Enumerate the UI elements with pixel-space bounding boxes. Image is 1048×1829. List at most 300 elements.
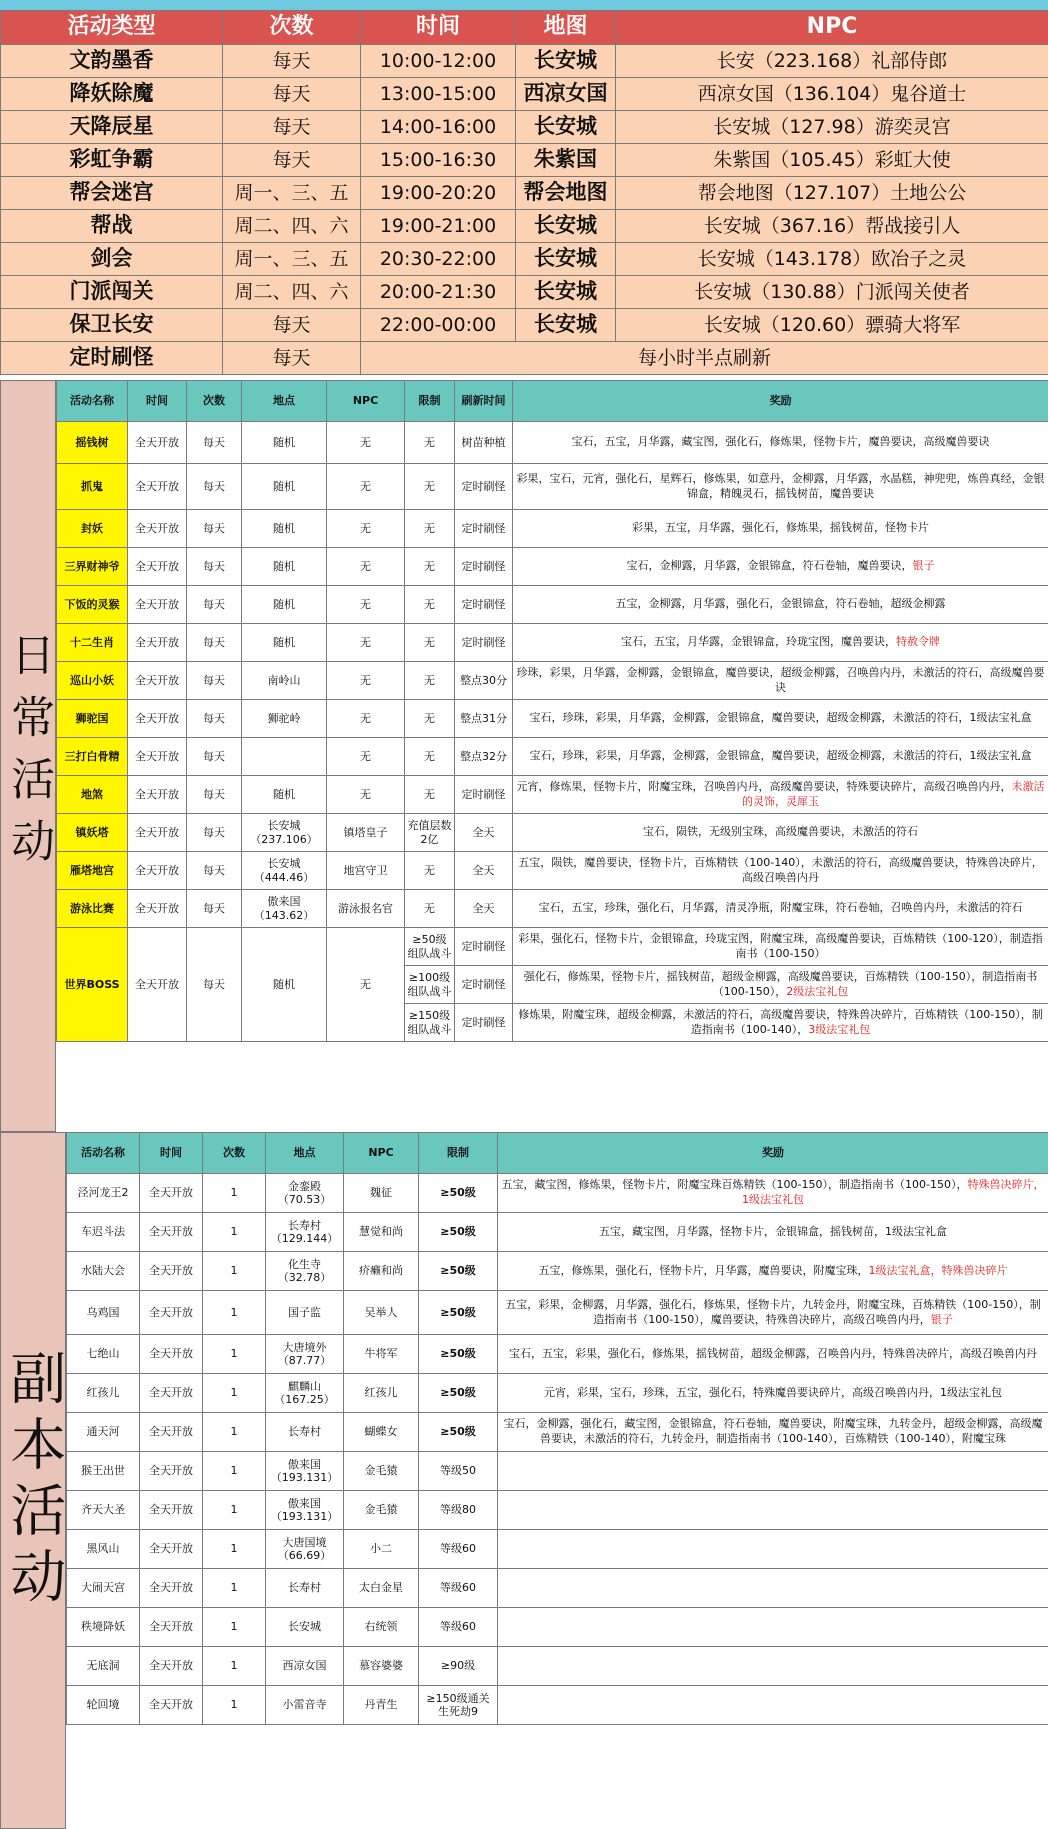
npc-cell: 慧觉和尚 bbox=[344, 1213, 419, 1252]
activity-name-cell: 抓鬼 bbox=[57, 464, 128, 510]
place-cell: 化生寺（32.78） bbox=[266, 1252, 344, 1291]
count-cell: 每天 bbox=[187, 548, 242, 586]
reward-text: 五宝，修炼果，强化石，怪物卡片，月华露，魔兽要诀，附魔宝珠， bbox=[538, 1263, 869, 1277]
count-cell: 1 bbox=[203, 1686, 266, 1725]
activity-name-cell: 无底洞 bbox=[67, 1647, 140, 1686]
limit-cell: 等级60 bbox=[419, 1530, 498, 1569]
time-cell: 全天开放 bbox=[128, 928, 187, 1042]
refresh-cell: 定时刷怪 bbox=[455, 464, 513, 510]
place-cell: 麒麟山（167.25） bbox=[266, 1374, 344, 1413]
place-cell: 随机 bbox=[242, 928, 327, 1042]
npc-cell: 魏征 bbox=[344, 1174, 419, 1213]
limit-cell: ≥50级 bbox=[419, 1252, 498, 1291]
activity-name-cell: 三界财神爷 bbox=[57, 548, 128, 586]
reward-highlight-text: 特殊兽决碎片，1级法宝礼包 bbox=[742, 1178, 1045, 1206]
header-cell: 时间 bbox=[361, 11, 516, 45]
reward-text: 修炼果，附魔宝珠，超级金柳露，未激活的符石，高级魔兽要诀，特殊兽决碎片，百炼精铁（100-150），制造指南书（100-140）， bbox=[518, 1007, 1043, 1036]
daily-row bbox=[57, 700, 1048, 738]
npc-cell: 朱紫国（105.45）彩虹大使 bbox=[616, 144, 1048, 177]
map-cell: 长安城 bbox=[516, 309, 616, 342]
npc-cell: 疥癞和尚 bbox=[344, 1252, 419, 1291]
refresh-cell: 定时刷怪 bbox=[455, 548, 513, 586]
header-cell: 次数 bbox=[203, 1133, 266, 1174]
reward-cell bbox=[498, 1374, 1048, 1413]
activity-name-cell: 红孩儿 bbox=[67, 1374, 140, 1413]
refresh-cell: 定时刷怪 bbox=[455, 624, 513, 662]
header-cell: NPC bbox=[327, 381, 405, 422]
dungeon-row bbox=[67, 1686, 1048, 1725]
limit-cell: 无 bbox=[405, 852, 455, 890]
activity-name-cell: 齐天大圣 bbox=[67, 1491, 140, 1530]
map-cell: 长安城 bbox=[516, 45, 616, 78]
reward-cell bbox=[513, 1004, 1048, 1042]
daily-row bbox=[57, 464, 1048, 510]
count-cell: 每天 bbox=[187, 852, 242, 890]
header-cell: 奖励 bbox=[513, 381, 1048, 422]
daily-row bbox=[57, 814, 1048, 852]
dungeon-row bbox=[67, 1413, 1048, 1452]
dungeon-row bbox=[67, 1530, 1048, 1569]
time-cell: 全天开放 bbox=[140, 1374, 203, 1413]
limit-cell: 等级60 bbox=[419, 1569, 498, 1608]
reward-highlight-text: 银子 bbox=[930, 1312, 953, 1326]
time-cell: 全天开放 bbox=[140, 1413, 203, 1452]
header-cell: 次数 bbox=[187, 381, 242, 422]
reward-text: 宝石，五宝，月华露，藏宝图，强化石，修炼果，怪物卡片，魔兽要诀，高级魔兽要诀 bbox=[571, 435, 990, 449]
reward-cell bbox=[498, 1647, 1048, 1686]
activity-type-cell: 天降辰星 bbox=[1, 111, 223, 144]
npc-cell: 无 bbox=[327, 586, 405, 624]
place-cell: 长寿村（129.144） bbox=[266, 1213, 344, 1252]
npc-cell: 帮会地图（127.107）土地公公 bbox=[616, 177, 1048, 210]
activity-name-cell: 七绝山 bbox=[67, 1335, 140, 1374]
daily-row bbox=[57, 928, 1048, 966]
map-cell: 帮会地图 bbox=[516, 177, 616, 210]
limit-cell: ≥90级 bbox=[419, 1647, 498, 1686]
reward-cell bbox=[513, 464, 1048, 510]
activity-name-cell: 乌鸡国 bbox=[67, 1291, 140, 1335]
activity-type-cell: 降妖除魔 bbox=[1, 78, 223, 111]
time-cell: 全天开放 bbox=[128, 776, 187, 814]
activity-name-cell: 猴王出世 bbox=[67, 1452, 140, 1491]
place-cell: 随机 bbox=[242, 422, 327, 464]
place-cell: 大唐境外（87.77） bbox=[266, 1335, 344, 1374]
limit-cell: ≥50级组队战斗 bbox=[405, 928, 455, 966]
time-cell: 全天开放 bbox=[128, 890, 187, 928]
header-cell: 地点 bbox=[242, 381, 327, 422]
time-cell: 全天开放 bbox=[140, 1569, 203, 1608]
npc-cell: 吴举人 bbox=[344, 1291, 419, 1335]
place-cell: 国子监 bbox=[266, 1291, 344, 1335]
count-cell: 1 bbox=[203, 1569, 266, 1608]
dungeon-row bbox=[67, 1252, 1048, 1291]
reward-cell bbox=[513, 776, 1048, 814]
limit-cell: ≥150级组队战斗 bbox=[405, 1004, 455, 1042]
reward-cell bbox=[498, 1413, 1048, 1452]
reward-highlight-text: 银子 bbox=[912, 559, 935, 573]
refresh-cell: 整点30分 bbox=[455, 662, 513, 700]
header-cell: NPC bbox=[344, 1133, 419, 1174]
reward-text: 五宝，藏宝图，月华露，怪物卡片，金银锦盒，摇钱树苗，1级法宝礼盒 bbox=[599, 1224, 947, 1238]
reward-highlight-text: 1级法宝礼盒，特殊兽决碎片 bbox=[868, 1263, 1008, 1277]
reward-text: 元宵，修炼果，怪物卡片，附魔宝珠，召唤兽内丹，高级魔兽要诀，特殊要诀碎片，高级召唤兽内丹， bbox=[516, 779, 1012, 793]
reward-text: 宝石，五宝，彩果，强化石，修炼果，摇钱树苗，超级金柳露，召唤兽内丹，特殊兽决碎片，高级召唤兽内丹 bbox=[509, 1346, 1037, 1360]
count-cell: 每天 bbox=[187, 586, 242, 624]
activity-name-cell: 黑风山 bbox=[67, 1530, 140, 1569]
limit-cell: 无 bbox=[405, 464, 455, 510]
reward-highlight-text: 2级法宝礼包 bbox=[786, 984, 849, 998]
refresh-cell: 全天 bbox=[455, 814, 513, 852]
reward-text: 五宝，彩果，金柳露，月华露，强化石，修炼果，怪物卡片，九转金丹，附魔宝珠，百炼精铁（100-150），制造指南书（100-150），魔兽要诀，特殊兽决碎片，高级召唤兽内丹， bbox=[505, 1297, 1041, 1326]
daily-side-label bbox=[0, 380, 56, 1132]
limit-cell: 无 bbox=[405, 624, 455, 662]
reward-text: 宝石，陨铁，无级别宝珠，高级魔兽要诀，未激活的符石 bbox=[643, 825, 918, 839]
reward-cell bbox=[513, 624, 1048, 662]
place-cell: 长安城（444.46） bbox=[242, 852, 327, 890]
place-cell: 长安城 bbox=[266, 1608, 344, 1647]
time-cell: 15:00-16:30 bbox=[361, 144, 516, 177]
activity-name-cell: 雁塔地宫 bbox=[57, 852, 128, 890]
count-cell: 每天 bbox=[187, 814, 242, 852]
refresh-cell: 定时刷怪 bbox=[455, 928, 513, 966]
place-cell: 随机 bbox=[242, 510, 327, 548]
reward-cell bbox=[513, 738, 1048, 776]
place-cell: 南岭山 bbox=[242, 662, 327, 700]
time-cell: 全天开放 bbox=[140, 1647, 203, 1686]
schedule-row bbox=[1, 276, 1048, 309]
daily-header-row bbox=[57, 381, 1048, 422]
refresh-cell: 定时刷怪 bbox=[455, 966, 513, 1004]
time-cell: 全天开放 bbox=[140, 1213, 203, 1252]
npc-cell: 地宫守卫 bbox=[327, 852, 405, 890]
activity-type-cell: 保卫长安 bbox=[1, 309, 223, 342]
time-cell: 20:00-21:30 bbox=[361, 276, 516, 309]
place-cell: 傲来国（193.131） bbox=[266, 1491, 344, 1530]
count-cell: 周二、四、六 bbox=[223, 210, 361, 243]
count-cell: 每天 bbox=[187, 738, 242, 776]
limit-cell: ≥100级组队战斗 bbox=[405, 966, 455, 1004]
npc-cell: 太白金星 bbox=[344, 1569, 419, 1608]
map-cell: 长安城 bbox=[516, 276, 616, 309]
place-cell: 随机 bbox=[242, 548, 327, 586]
place-cell bbox=[242, 738, 327, 776]
count-cell: 1 bbox=[203, 1530, 266, 1569]
place-cell: 随机 bbox=[242, 624, 327, 662]
limit-cell: 等级50 bbox=[419, 1452, 498, 1491]
dungeon-row bbox=[67, 1213, 1048, 1252]
schedule-header-row bbox=[1, 11, 1048, 45]
npc-cell: 长安城（120.60）骠骑大将军 bbox=[616, 309, 1048, 342]
time-cell: 全天开放 bbox=[128, 464, 187, 510]
count-cell: 1 bbox=[203, 1291, 266, 1335]
activity-name-cell: 车迟斗法 bbox=[67, 1213, 140, 1252]
place-cell: 随机 bbox=[242, 586, 327, 624]
time-cell: 全天开放 bbox=[128, 422, 187, 464]
npc-cell: 无 bbox=[327, 624, 405, 662]
reward-highlight-text: 3级法宝礼包 bbox=[808, 1022, 871, 1036]
npc-cell: 无 bbox=[327, 548, 405, 586]
count-cell: 1 bbox=[203, 1491, 266, 1530]
daily-activity-table bbox=[56, 380, 1048, 1042]
reward-cell bbox=[498, 1291, 1048, 1335]
time-cell: 全天开放 bbox=[128, 662, 187, 700]
limit-cell: ≥150级通关生死劫9 bbox=[419, 1686, 498, 1725]
place-cell: 西凉女国 bbox=[266, 1647, 344, 1686]
activity-name-cell: 泾河龙王2 bbox=[67, 1174, 140, 1213]
limit-cell: 无 bbox=[405, 510, 455, 548]
limit-cell: 无 bbox=[405, 548, 455, 586]
count-cell: 每天 bbox=[223, 45, 361, 78]
reward-text: 宝石，金柳露，月华露，金银锦盒，符石卷轴，魔兽要诀， bbox=[626, 559, 913, 573]
header-cell: 限制 bbox=[419, 1133, 498, 1174]
dungeon-side-label bbox=[0, 1132, 66, 1829]
activity-type-cell: 彩虹争霸 bbox=[1, 144, 223, 177]
limit-cell: 无 bbox=[405, 422, 455, 464]
count-cell: 每天 bbox=[223, 111, 361, 144]
npc-cell: 无 bbox=[327, 422, 405, 464]
count-cell: 1 bbox=[203, 1647, 266, 1686]
place-cell: 金銮殿（70.53） bbox=[266, 1174, 344, 1213]
count-cell: 1 bbox=[203, 1174, 266, 1213]
reward-highlight-text: 未激活的灵饰，灵犀玉 bbox=[742, 779, 1045, 808]
activity-type-cell: 帮会迷宫 bbox=[1, 177, 223, 210]
activity-type-cell: 帮战 bbox=[1, 210, 223, 243]
npc-cell: 无 bbox=[327, 662, 405, 700]
npc-cell: 金毛猿 bbox=[344, 1491, 419, 1530]
npc-cell: 红孩儿 bbox=[344, 1374, 419, 1413]
time-cell: 全天开放 bbox=[128, 510, 187, 548]
schedule-row bbox=[1, 210, 1048, 243]
header-cell: 时间 bbox=[140, 1133, 203, 1174]
activity-name-cell: 封妖 bbox=[57, 510, 128, 548]
reward-cell bbox=[498, 1530, 1048, 1569]
dungeon-row bbox=[67, 1335, 1048, 1374]
time-cell: 14:00-16:00 bbox=[361, 111, 516, 144]
note-cell: 每小时半点刷新 bbox=[361, 342, 1048, 375]
header-cell: 活动类型 bbox=[1, 11, 223, 45]
activity-name-cell: 大闹天宫 bbox=[67, 1569, 140, 1608]
reward-cell bbox=[513, 422, 1048, 464]
activity-type-cell: 剑会 bbox=[1, 243, 223, 276]
npc-cell: 长安城（130.88）门派闯关使者 bbox=[616, 276, 1048, 309]
reward-text: 五宝，金柳露，月华露，强化石，金银锦盒，符石卷轴，超级金柳露 bbox=[615, 597, 946, 611]
time-cell: 20:30-22:00 bbox=[361, 243, 516, 276]
reward-text: 五宝，藏宝图，修炼果，怪物卡片，附魔宝珠百炼精铁（100-150），制造指南书（100-150）， bbox=[501, 1178, 968, 1192]
npc-cell: 牛将军 bbox=[344, 1335, 419, 1374]
npc-cell: 丹青生 bbox=[344, 1686, 419, 1725]
npc-cell: 无 bbox=[327, 510, 405, 548]
activity-type-cell: 门派闯关 bbox=[1, 276, 223, 309]
reward-highlight-text: 特赦令牌 bbox=[896, 635, 940, 649]
schedule-row bbox=[1, 111, 1048, 144]
schedule-row bbox=[1, 309, 1048, 342]
dungeon-row bbox=[67, 1491, 1048, 1530]
time-cell: 全天开放 bbox=[128, 738, 187, 776]
activity-name-cell: 通天河 bbox=[67, 1413, 140, 1452]
time-cell: 全天开放 bbox=[128, 586, 187, 624]
count-cell: 1 bbox=[203, 1335, 266, 1374]
schedule-table bbox=[0, 10, 1048, 375]
dungeon-side-text: 副本活动 bbox=[1, 1348, 67, 1613]
npc-cell: 长安城（127.98）游奕灵宫 bbox=[616, 111, 1048, 144]
time-cell: 13:00-15:00 bbox=[361, 78, 516, 111]
refresh-cell: 全天 bbox=[455, 852, 513, 890]
count-cell: 每天 bbox=[187, 890, 242, 928]
reward-text: 强化石，修炼果，怪物卡片，摇钱树苗，超级金柳露，高级魔兽要诀，百炼精铁（100-150），制造指南书（100-150）， bbox=[523, 969, 1038, 998]
reward-text: 彩果，强化石，怪物卡片，金银锦盒，玲珑宝图，附魔宝珠，高级魔兽要诀，百炼精铁（100-120），制造指南书（100-150） bbox=[518, 931, 1043, 960]
count-cell: 每天 bbox=[223, 144, 361, 177]
time-cell: 全天开放 bbox=[128, 700, 187, 738]
count-cell: 1 bbox=[203, 1413, 266, 1452]
place-cell: 长寿村 bbox=[266, 1413, 344, 1452]
schedule-row bbox=[1, 342, 1048, 375]
refresh-cell: 定时刷怪 bbox=[455, 776, 513, 814]
header-cell: 奖励 bbox=[498, 1133, 1048, 1174]
count-cell: 周一、三、五 bbox=[223, 177, 361, 210]
place-cell: 长安城（237.106） bbox=[242, 814, 327, 852]
activity-name-cell: 狮驼国 bbox=[57, 700, 128, 738]
daily-side-text: 日常活动 bbox=[3, 632, 55, 880]
refresh-cell: 整点31分 bbox=[455, 700, 513, 738]
count-cell: 1 bbox=[203, 1374, 266, 1413]
limit-cell: ≥50级 bbox=[419, 1213, 498, 1252]
activity-name-cell: 巡山小妖 bbox=[57, 662, 128, 700]
daily-row bbox=[57, 776, 1048, 814]
header-cell: 限制 bbox=[405, 381, 455, 422]
limit-cell: 无 bbox=[405, 586, 455, 624]
npc-cell: 金毛猿 bbox=[344, 1452, 419, 1491]
reward-cell bbox=[513, 890, 1048, 928]
limit-cell: ≥50级 bbox=[419, 1374, 498, 1413]
time-cell: 10:00-12:00 bbox=[361, 45, 516, 78]
header-cell: 活动名称 bbox=[67, 1133, 140, 1174]
reward-cell bbox=[513, 700, 1048, 738]
npc-cell: 无 bbox=[327, 700, 405, 738]
header-cell: NPC bbox=[616, 11, 1048, 45]
header-cell: 地图 bbox=[516, 11, 616, 45]
activity-type-cell: 文韵墨香 bbox=[1, 45, 223, 78]
npc-cell: 西凉女国（136.104）鬼谷道士 bbox=[616, 78, 1048, 111]
count-cell: 1 bbox=[203, 1252, 266, 1291]
place-cell: 随机 bbox=[242, 464, 327, 510]
npc-cell: 长安城（143.178）欧冶子之灵 bbox=[616, 243, 1048, 276]
daily-row bbox=[57, 510, 1048, 548]
header-cell: 时间 bbox=[128, 381, 187, 422]
limit-cell: 无 bbox=[405, 890, 455, 928]
limit-cell: ≥50级 bbox=[419, 1174, 498, 1213]
reward-text: 宝石，珍珠，彩果，月华露，金柳露，金银锦盒，魔兽要诀，超级金柳露，未激活的符石，1级法宝礼盒 bbox=[529, 711, 1032, 725]
activity-name-cell: 世界BOSS bbox=[57, 928, 128, 1042]
activity-name-cell: 镇妖塔 bbox=[57, 814, 128, 852]
reward-cell bbox=[498, 1452, 1048, 1491]
refresh-cell: 定时刷怪 bbox=[455, 586, 513, 624]
header-cell: 活动名称 bbox=[57, 381, 128, 422]
refresh-cell: 全天 bbox=[455, 890, 513, 928]
reward-cell bbox=[513, 662, 1048, 700]
map-cell: 长安城 bbox=[516, 111, 616, 144]
count-cell: 每天 bbox=[223, 309, 361, 342]
schedule-row bbox=[1, 243, 1048, 276]
count-cell: 每天 bbox=[187, 928, 242, 1042]
reward-cell bbox=[513, 510, 1048, 548]
reward-text: 彩果，五宝，月华露，强化石，修炼果，摇钱树苗，怪物卡片 bbox=[632, 521, 929, 535]
dungeon-row bbox=[67, 1174, 1048, 1213]
limit-cell: 无 bbox=[405, 662, 455, 700]
count-cell: 每天 bbox=[187, 700, 242, 738]
activity-name-cell: 十二生肖 bbox=[57, 624, 128, 662]
refresh-cell: 定时刷怪 bbox=[455, 1004, 513, 1042]
daily-row bbox=[57, 422, 1048, 464]
reward-text: 珍珠，彩果，月华露，金柳露，金银锦盒，魔兽要诀，超级金柳露，召唤兽内丹，未激活的符石，高级魔兽要诀 bbox=[516, 665, 1045, 694]
refresh-cell: 定时刷怪 bbox=[455, 510, 513, 548]
reward-cell bbox=[498, 1686, 1048, 1725]
limit-cell: ≥50级 bbox=[419, 1335, 498, 1374]
time-cell: 全天开放 bbox=[140, 1608, 203, 1647]
count-cell: 1 bbox=[203, 1213, 266, 1252]
header-cell: 次数 bbox=[223, 11, 361, 45]
time-cell: 19:00-21:00 bbox=[361, 210, 516, 243]
daily-row bbox=[57, 852, 1048, 890]
count-cell: 每天 bbox=[187, 624, 242, 662]
time-cell: 22:00-00:00 bbox=[361, 309, 516, 342]
count-cell: 每天 bbox=[187, 662, 242, 700]
npc-cell: 无 bbox=[327, 464, 405, 510]
reward-text: 五宝，陨铁，魔兽要诀，怪物卡片，百炼精铁（100-140），未激活的符石，高级魔兽要诀，特殊兽决碎片，高级召唤兽内丹 bbox=[518, 855, 1043, 884]
count-cell: 每天 bbox=[187, 776, 242, 814]
daily-row bbox=[57, 548, 1048, 586]
map-cell: 西凉女国 bbox=[516, 78, 616, 111]
limit-cell: ≥50级 bbox=[419, 1291, 498, 1335]
header-cell: 地点 bbox=[266, 1133, 344, 1174]
map-cell: 长安城 bbox=[516, 210, 616, 243]
limit-cell: 等级80 bbox=[419, 1491, 498, 1530]
reward-cell bbox=[513, 548, 1048, 586]
reward-cell bbox=[513, 586, 1048, 624]
reward-cell bbox=[498, 1608, 1048, 1647]
place-cell: 傲来国（193.131） bbox=[266, 1452, 344, 1491]
activity-name-cell: 摇钱树 bbox=[57, 422, 128, 464]
schedule-row bbox=[1, 45, 1048, 78]
npc-cell: 蝴蝶女 bbox=[344, 1413, 419, 1452]
reward-text: 宝石，五宝，珍珠，强化石，月华露，清灵净瓶，附魔宝珠，符石卷轴，召唤兽内丹，未激活的符石 bbox=[538, 901, 1023, 915]
activity-name-cell: 游泳比赛 bbox=[57, 890, 128, 928]
reward-text: 宝石，金柳露，强化石，藏宝图，金银锦盒，符石卷轴，魔兽要诀，附魔宝珠，九转金丹，超级金柳露，高级魔兽要诀，未激活的符石，九转金丹，制造指南书（100-140），百炼精铁（100-140），附魔宝珠 bbox=[503, 1417, 1043, 1445]
time-cell: 全天开放 bbox=[140, 1252, 203, 1291]
reward-cell bbox=[513, 928, 1048, 966]
npc-cell: 无 bbox=[327, 776, 405, 814]
limit-cell: 等级60 bbox=[419, 1608, 498, 1647]
dungeon-row bbox=[67, 1647, 1048, 1686]
map-cell: 长安城 bbox=[516, 243, 616, 276]
time-cell: 全天开放 bbox=[140, 1686, 203, 1725]
time-cell: 19:00-20:20 bbox=[361, 177, 516, 210]
activity-type-cell: 定时刷怪 bbox=[1, 342, 223, 375]
count-cell: 周一、三、五 bbox=[223, 243, 361, 276]
refresh-cell: 树苗种植 bbox=[455, 422, 513, 464]
place-cell: 随机 bbox=[242, 776, 327, 814]
reward-cell bbox=[498, 1491, 1048, 1530]
place-cell: 大唐国境（66.69） bbox=[266, 1530, 344, 1569]
map-cell: 朱紫国 bbox=[516, 144, 616, 177]
activity-name-cell: 秩境降妖 bbox=[67, 1608, 140, 1647]
limit-cell: 无 bbox=[405, 776, 455, 814]
place-cell: 小雷音寺 bbox=[266, 1686, 344, 1725]
npc-cell: 无 bbox=[327, 738, 405, 776]
place-cell: 狮驼岭 bbox=[242, 700, 327, 738]
reward-cell bbox=[498, 1174, 1048, 1213]
count-cell: 每天 bbox=[187, 510, 242, 548]
npc-cell: 右统领 bbox=[344, 1608, 419, 1647]
